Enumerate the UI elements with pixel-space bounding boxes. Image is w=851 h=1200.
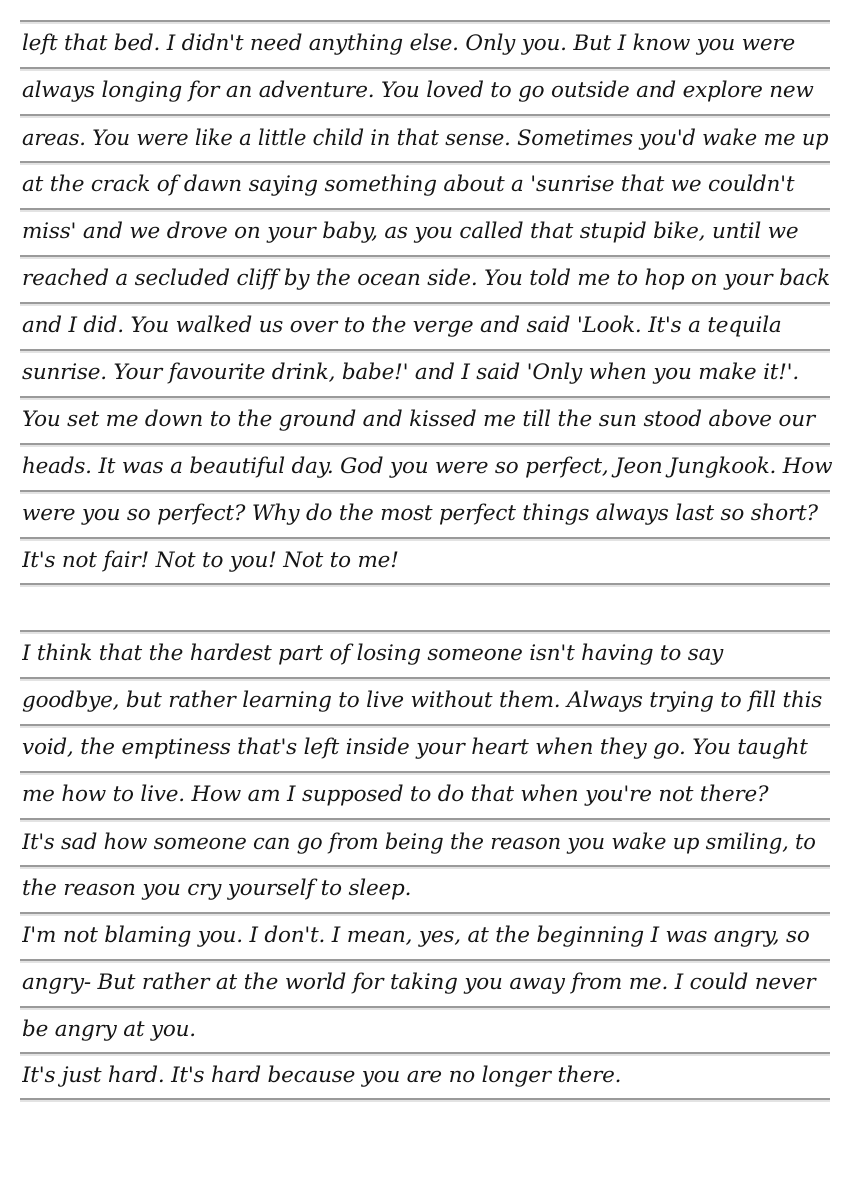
text-line: were you so perfect? Why do the most perfect things always last so short?	[22, 501, 818, 526]
text-line: goodbye, but rather learning to live without them. Always trying to fill this	[22, 688, 823, 713]
text-line: miss' and we drove on your baby, as you called that stupid bike, until we	[22, 219, 799, 244]
text-line: heads. It was a beautiful day. God you were so perfect, Jeon Jungkook. How	[22, 454, 833, 479]
text-line: and I did. You walked us over to the verge and said 'Look. It's a tequila	[22, 313, 782, 338]
text-line: angry- But rather at the world for taking you away from me. I could never	[22, 970, 816, 995]
text-line: reached a secluded cliff by the ocean side. You told me to hop on your back	[22, 266, 830, 291]
text-line: I think that the hardest part of losing someone isn't having to say	[22, 641, 724, 666]
text-line: me how to live. How am I supposed to do that when you're not there?	[22, 782, 769, 807]
text-line: It's just hard. It's hard because you are no longer there.	[22, 1063, 622, 1088]
text-line: areas. You were like a little child in that sense. Sometimes you'd wake me up	[22, 126, 829, 150]
text-line: at the crack of dawn saying something about a 'sunrise that we couldn't	[22, 172, 795, 197]
text-line: left that bed. I didn't need anything else. Only you. But I know you were	[22, 31, 795, 56]
text-line: I'm not blaming you. I don't. I mean, yes, at the beginning I was angry, so	[22, 923, 810, 948]
text-line: sunrise. Your favourite drink, babe!' and I said 'Only when you make it!'.	[22, 360, 799, 385]
text-line: It's sad how someone can go from being the reason you wake up smiling, to	[22, 830, 816, 854]
text-line: void, the emptiness that's left inside your heart when they go. You taught	[22, 735, 808, 760]
text-line: You set me down to the ground and kissed me till the sun stood above our	[22, 407, 815, 432]
text-line: always longing for an adventure. You loved to go outside and explore new	[22, 78, 814, 103]
ruled-line	[20, 583, 830, 585]
text-line: be angry at you.	[22, 1017, 196, 1042]
text-line: It's not fair! Not to you! Not to me!	[22, 548, 399, 573]
text-line: the reason you cry yourself to sleep.	[22, 876, 412, 901]
ruled-line	[20, 1098, 830, 1100]
